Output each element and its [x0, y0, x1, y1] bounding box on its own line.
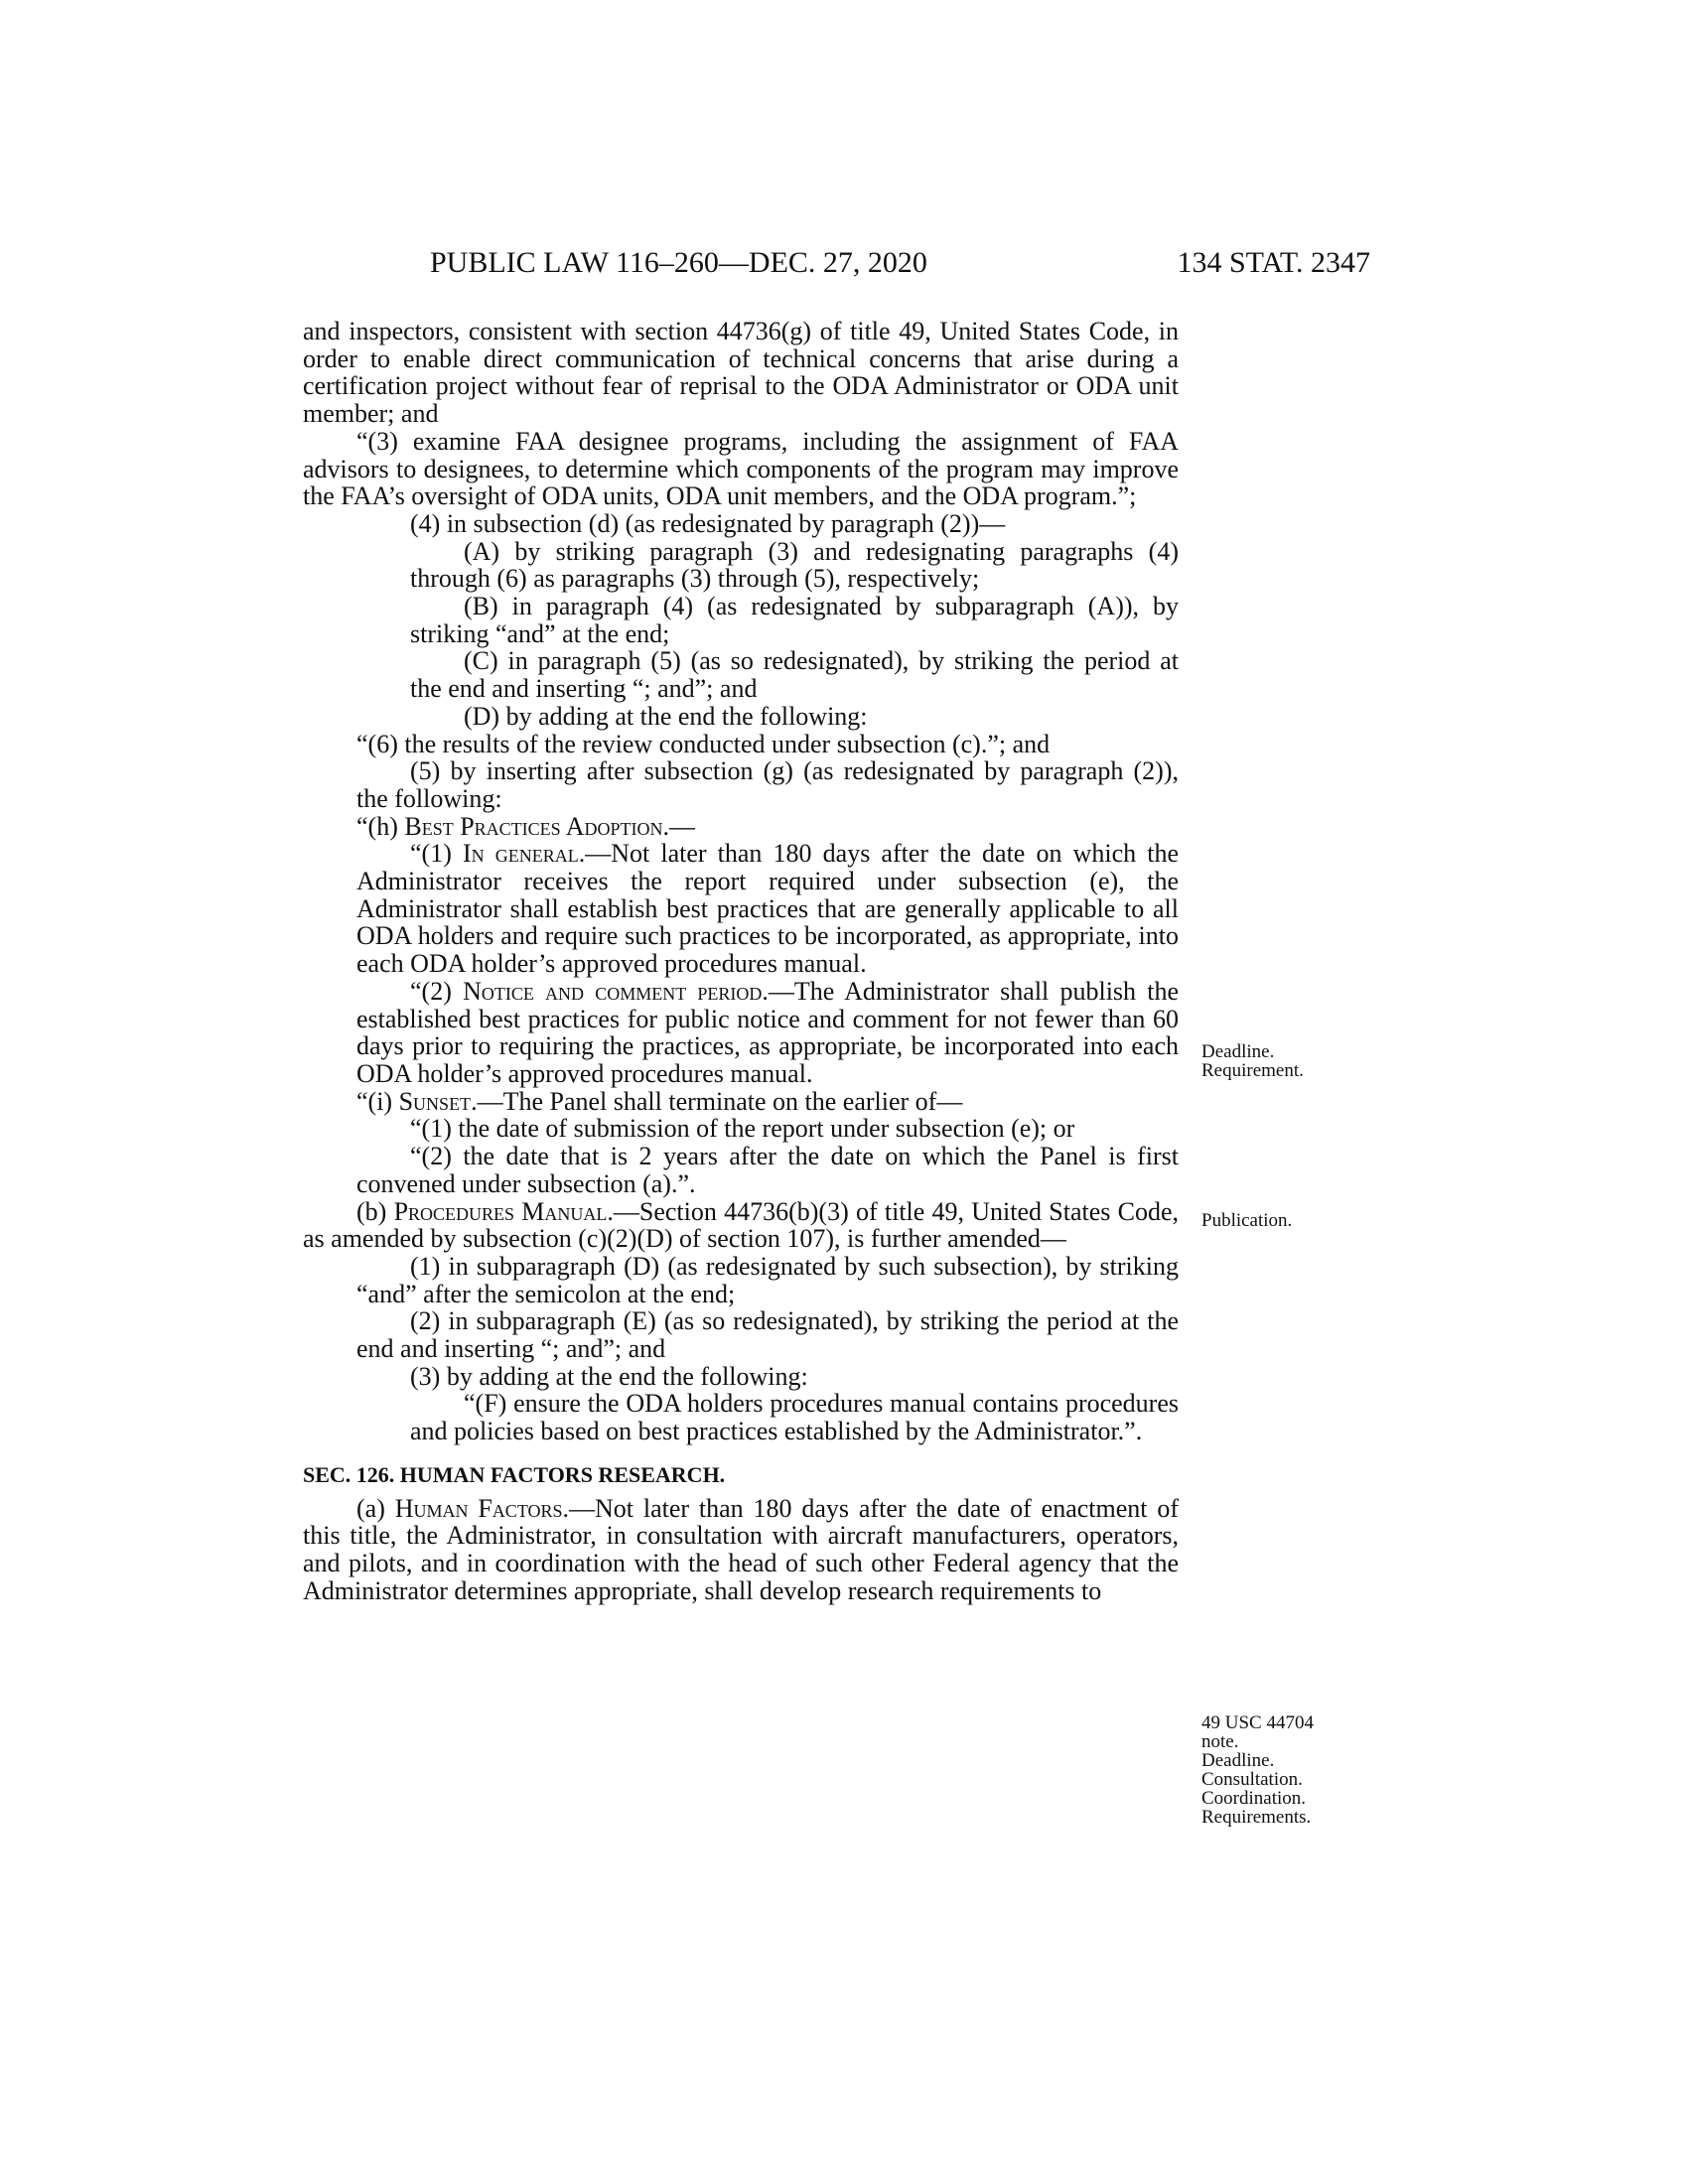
paragraph: (4) in subsection (d) (as redesignated by paragraph (2))—: [410, 508, 1006, 538]
margin-note-publication: Publication.: [1201, 1210, 1293, 1231]
paragraph: (2) in subparagraph (E) (as so redesignated), by striking the period at the end and inserting “; and”; and: [356, 1306, 1179, 1364]
section-heading: SEC. 126. HUMAN FACTORS RESEARCH.: [303, 1461, 726, 1487]
paragraph: and inspectors, consistent with section 44736(g) of title 49, United States Code, in order to enable direct communication of technical concerns that arise during a certification project without fear of reprisal to the ODA Administrator or ODA unit member; and: [303, 317, 1179, 429]
paragraph: (D) by adding at the end the following:: [464, 701, 868, 731]
margin-note-deadline-requirement: Deadline. Requirement.: [1201, 1041, 1304, 1081]
subsection-human-factors: (a) Human Factors.—Not later than 180 days after the date of enactment of this title, the Administrator, in consultation with aircraft manufacturers, operators, and pilots, and in coordination with the head of such other Federal agency that the Administrator determines appropriate, shall develop research requirements to: [303, 1493, 1179, 1605]
margin-note-usc: 49 USC 44704 note. Deadline. Consultation. Coordination. Requirements.: [1201, 1712, 1314, 1828]
subsection-heading-h: “(h) Best Practices Adoption.—: [356, 811, 696, 841]
paragraph: “(2) the date that is 2 years after the date on which the Panel is first convened under subsection (a).”.: [356, 1142, 1179, 1198]
paragraph: (1) in subparagraph (D) (as redesignated by such subsection), by striking “and” after the semicolon at the end;: [356, 1251, 1179, 1308]
paragraph: “(6) the results of the review conducted under subsection (c).”; and: [356, 729, 1051, 758]
paragraph-notice-comment: “(2) Notice and comment period.—The Administrator shall publish the established best practices for public notice and comment for not fewer than 60 days prior to requiring the practices, as appropriate, be incorporated into each ODA holder’s approved procedures manual.: [356, 976, 1179, 1088]
paragraph: (B) in paragraph (4) (as redesignated by subparagraph (A)), by striking “and” at the end;: [410, 592, 1179, 648]
paragraph: “(F) ensure the ODA holders procedures manual contains procedures and policies based on best practices established by the Administrator.”.: [410, 1389, 1179, 1446]
paragraph: (C) in paragraph (5) (as so redesignated), by striking the period at the end and inserting “; and”; and: [410, 646, 1179, 704]
paragraph: (A) by striking paragraph (3) and redesignating paragraphs (4) through (6) as paragraphs (3) through (5), respectively;: [410, 536, 1179, 594]
paragraph-in-general: “(1) In general.—Not later than 180 days after the date on which the Administrator receives the report required under subsection (e), the Administrator shall establish best practices that are generally applicable to all ODA holders and require such practices to be incorporated, as appropriate, into each ODA holder’s approved procedures manual.: [356, 839, 1179, 979]
header-public-law: PUBLIC LAW 116–260—DEC. 27, 2020: [430, 246, 927, 279]
paragraph: (5) by inserting after subsection (g) (as redesignated by paragraph (2)), the following:: [356, 756, 1179, 813]
paragraph: “(3) examine FAA designee programs, including the assignment of FAA advisors to designees, to determine which components of the program may improve the FAA’s oversight of ODA units, ODA unit members, and the ODA program.”;: [303, 426, 1179, 511]
subsection-procedures-manual: (b) Procedures Manual.—Section 44736(b)(3) of title 49, United States Code, as amended by subsection (c)(2)(D) of section 107), is further amended—: [303, 1196, 1179, 1254]
paragraph: (3) by adding at the end the following:: [410, 1361, 808, 1391]
running-header: [430, 246, 1370, 286]
subsection-sunset: “(i) Sunset.—The Panel shall terminate on the earlier of—: [356, 1086, 963, 1116]
body-text: [303, 318, 1179, 1604]
paragraph: “(1) the date of submission of the report under subsection (e); or: [410, 1114, 1075, 1144]
header-stat-page: 134 STAT. 2347: [1177, 246, 1370, 279]
